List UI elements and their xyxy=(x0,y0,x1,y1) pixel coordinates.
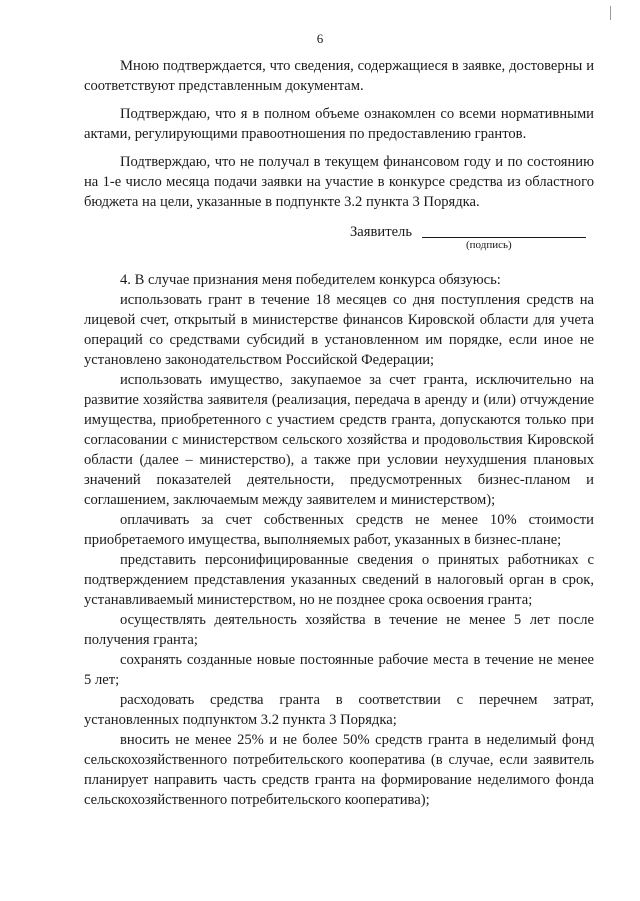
obligation-item: использовать грант в течение 18 месяцев со дня поступления средств на лицевой счет, открытый в министерстве финансов Кировской области для учета операций со средствами субсидий в установленном им порядке, если иное не установлено законодательством Российской Федерации; xyxy=(84,292,594,368)
page-number: 6 xyxy=(316,31,324,46)
paragraph-confirmation-no-funds: Подтверждаю, что не получал в текущем финансовом году и по состоянию на 1-е число месяца подачи заявки на участие в конкурсе средства из областного бюджета на цели, указанные в подпункте 3.2 пункта 3 Порядка. xyxy=(84,154,594,210)
obligation-item: сохранять созданные новые постоянные рабочие места в течение не менее 5 лет; xyxy=(84,652,594,688)
obligation-item: использовать имущество, закупаемое за счет гранта, исключительно на развитие хозяйства заявителя (реализация, передача в аренду и (или) отчуждение имущества, приобретенного с участием средств гранта, допускаются только при согласовании с министерством сельского хозяйства и продовольствия Кировской области (далее – министерство), а также при условии неухудшения плановых значений показателей деятельности, предусмотренных бизнес-планом и соглашением, заключаемым между заявителем и министерством); xyxy=(84,372,594,508)
paragraph-confirmation-accuracy: Мною подтверждается, что сведения, содержащиеся в заявке, достоверны и соответствуют представленным документам. xyxy=(84,58,594,94)
obligation-item: оплачивать за счет собственных средств не менее 10% стоимости приобретаемого имущества, выполняемых работ, указанных в бизнес-плане; xyxy=(84,512,594,548)
obligation-item: осуществлять деятельность хозяйства в течение не менее 5 лет после получения гранта; xyxy=(84,612,594,648)
signature-label: Заявитель xyxy=(350,224,412,240)
scan-edge-mark xyxy=(610,6,611,20)
signature-hint: (подпись) xyxy=(466,239,512,251)
signature-block xyxy=(84,222,594,256)
obligation-item: вносить не менее 25% и не более 50% средств гранта в неделимый фонд сельскохозяйственного потребительского кооператива (в случае, если заявитель планирует направить часть средств гранта на формирование неделимого фонда сельскохозяйственного потребительского кооператива); xyxy=(84,732,594,808)
paragraph-confirmation-acquainted: Подтверждаю, что я в полном объеме ознакомлен со всеми нормативными актами, регулирующими правоотношения по предоставлению грантов. xyxy=(84,106,594,142)
section-4-heading: 4. В случае признания меня победителем конкурса обязуюсь: xyxy=(120,272,501,288)
obligation-item: расходовать средства гранта в соответствии с перечнем затрат, установленных подпунктом 3.2 пункта 3 Порядка; xyxy=(84,692,594,728)
obligation-item: представить персонифицированные сведения о принятых работниках с подтверждением представления указанных сведений в налоговый орган в срок, устанавливаемый министерством, но не позднее срока освоения гранта; xyxy=(84,552,594,608)
document-body xyxy=(84,56,594,810)
